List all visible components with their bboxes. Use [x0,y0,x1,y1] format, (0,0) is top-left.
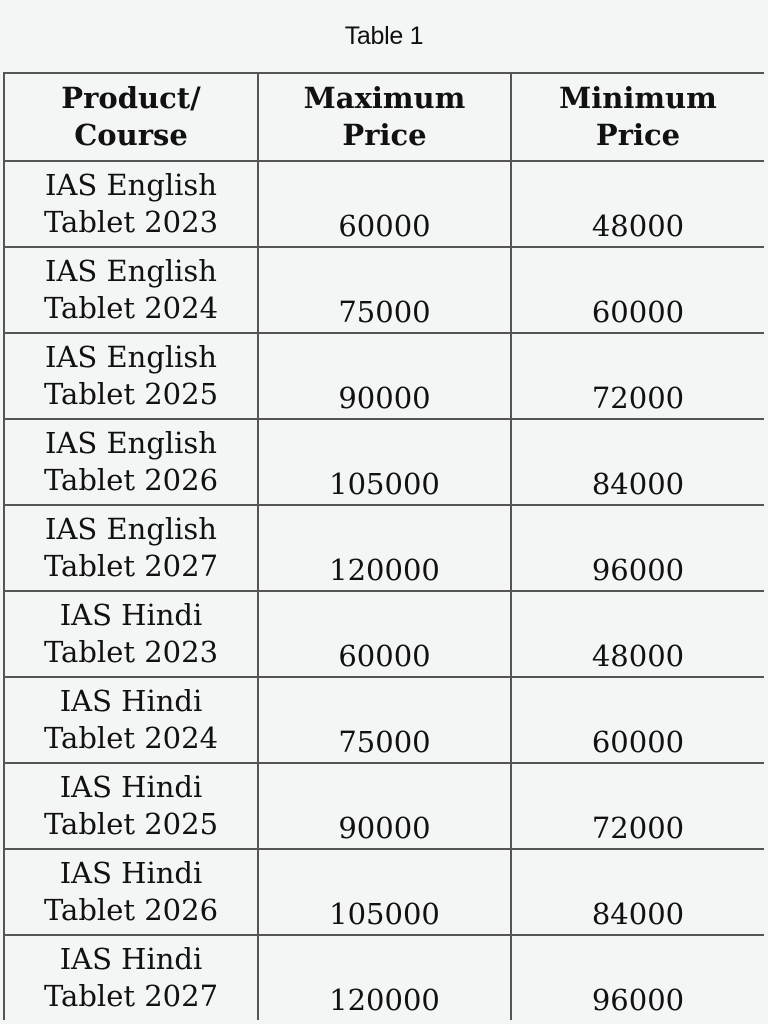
product-name-name-line2: Tablet 2026 [43,463,219,497]
max-price-cell: 75000 [258,677,511,763]
product-name-cell [4,677,258,763]
column-header-max-line1: Maximum [303,81,466,115]
product-name-cell [4,763,258,849]
table-row [4,763,764,849]
product-name-name-line1: IAS Hindi [59,770,203,804]
product-name-name-line2: Tablet 2023 [43,205,219,239]
min-price-cell: 60000 [511,677,764,763]
table-row [4,677,764,763]
min-price-cell: 48000 [511,161,764,247]
product-name-name-line2: Tablet 2025 [43,807,219,841]
min-price-cell: 84000 [511,419,764,505]
product-name-name-line1: IAS English [44,340,217,374]
product-name-name-line2: Tablet 2024 [43,721,219,755]
table-header-row [4,73,764,161]
product-name-name-line1: IAS Hindi [59,942,203,976]
min-price-cell: 72000 [511,333,764,419]
product-name-name-line1: IAS Hindi [59,856,203,890]
product-name-cell [4,591,258,677]
product-name-name-line1: IAS English [44,254,217,288]
column-header-product-line2: Course [74,118,188,152]
max-price-cell: 60000 [258,591,511,677]
max-price-cell: 120000 [258,505,511,591]
product-name-name-line2: Tablet 2025 [43,377,219,411]
table-row [4,935,764,1020]
table-row [4,849,764,935]
column-header-product [4,73,258,161]
product-name-cell [4,161,258,247]
product-name-name-line1: IAS English [44,512,217,546]
max-price-cell: 90000 [258,333,511,419]
min-price-cell: 96000 [511,935,764,1020]
table-row [4,591,764,677]
product-name-cell [4,849,258,935]
table-row [4,161,764,247]
table-body [4,161,764,1020]
column-header-min-line2: Price [595,118,681,152]
product-name-cell [4,505,258,591]
max-price-cell: 105000 [258,419,511,505]
table-row [4,419,764,505]
column-header-product-line1: Product/ [61,81,201,115]
product-name-name-line2: Tablet 2023 [43,635,219,669]
column-header-min-line1: Minimum [559,81,717,115]
min-price-cell: 60000 [511,247,764,333]
column-header-max-line2: Price [342,118,427,152]
product-name-name-line1: IAS Hindi [59,598,203,632]
product-name-cell [4,247,258,333]
column-header-max-price [258,73,511,161]
product-name-name-line2: Tablet 2026 [43,893,219,927]
max-price-cell: 75000 [258,247,511,333]
table-caption: Table 1 [344,22,424,50]
product-name-name-line2: Tablet 2027 [43,549,219,583]
product-name-name-line2: Tablet 2024 [43,291,219,325]
max-price-cell: 90000 [258,763,511,849]
product-name-name-line1: IAS Hindi [59,684,203,718]
product-name-cell [4,935,258,1020]
table-row [4,333,764,419]
max-price-cell: 120000 [258,935,511,1020]
column-header-min-price [511,73,764,161]
table-row [4,505,764,591]
min-price-cell: 84000 [511,849,764,935]
product-name-cell [4,419,258,505]
min-price-cell: 96000 [511,505,764,591]
product-name-name-line2: Tablet 2027 [43,979,219,1013]
table-row [4,247,764,333]
max-price-cell: 60000 [258,161,511,247]
product-name-name-line1: IAS English [44,168,217,202]
max-price-cell: 105000 [258,849,511,935]
product-name-name-line1: IAS English [44,426,217,460]
min-price-cell: 48000 [511,591,764,677]
price-table [3,72,764,1020]
product-name-cell [4,333,258,419]
min-price-cell: 72000 [511,763,764,849]
